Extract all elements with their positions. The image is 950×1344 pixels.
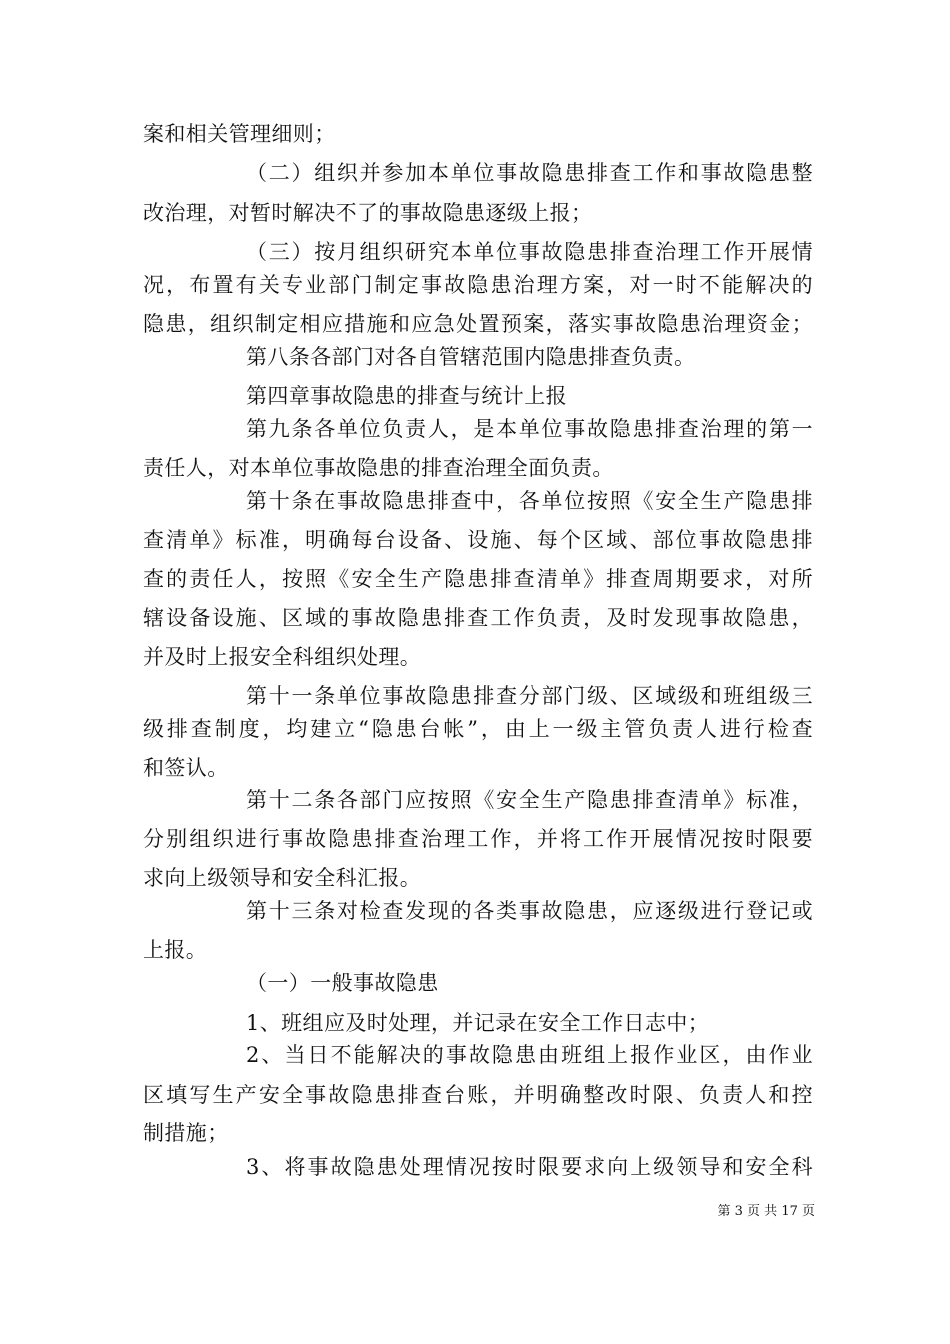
text-line: 第十一条单位事故隐患排查分部门级、区域级和班组级三 <box>246 684 813 708</box>
text-line: （二）组织并参加本单位事故隐患排查工作和事故隐患整 <box>246 161 813 185</box>
text-line: 第十三条对检查发现的各类事故隐患，应逐级进行登记或 <box>246 899 813 923</box>
text-line: 查的责任人，按照《安全生产隐患排查清单》排查周期要求，对所 <box>143 567 813 591</box>
text-line: 第十条在事故隐患排查中，各单位按照《安全生产隐患排 <box>246 489 813 513</box>
text-line: 案和相关管理细则； <box>143 122 336 146</box>
page-number: 第 3 页 共 17 页 <box>717 1204 815 1219</box>
text-line: 级排查制度，均建立“隐患台帐”，由上一级主管负责人进行检查 <box>143 717 813 741</box>
text-line: 改治理，对暂时解决不了的事故隐患逐级上报； <box>143 201 593 225</box>
text-line: 查清单》标准，明确每台设备、设施、每个区域、部位事故隐患排 <box>143 528 813 552</box>
text-line: 辖设备设施、区域的事故隐患排查工作负责，及时发现事故隐患， <box>143 606 813 630</box>
text-line: 3、将事故隐患处理情况按时限要求向上级领导和安全科 <box>246 1155 813 1179</box>
text-line: 第九条各单位负责人，是本单位事故隐患排查治理的第一 <box>246 417 813 441</box>
text-line: 区填写生产安全事故隐患排查台账，并明确整改时限、负责人和控 <box>143 1083 813 1107</box>
subsection-heading: （一）一般事故隐患 <box>246 971 439 995</box>
text-line: 隐患，组织制定相应措施和应急处置预案，落实事故隐患治理资金； <box>143 312 813 336</box>
text-line: 2、当日不能解决的事故隐患由班组上报作业区，由作业 <box>246 1043 813 1067</box>
text-line: （三）按月组织研究本单位事故隐患排查治理工作开展情 <box>246 240 813 264</box>
text-line: 和签认。 <box>143 756 229 780</box>
text-line: 第十二条各部门应按照《安全生产隐患排查清单》标准， <box>246 788 813 812</box>
text-line: 责任人，对本单位事故隐患的排查治理全面负责。 <box>143 456 614 480</box>
text-line: 1、班组应及时处理，并记录在安全工作日志中； <box>246 1011 710 1035</box>
text-line: 上报。 <box>143 938 208 962</box>
text-line: 并及时上报安全科组织处理。 <box>143 645 422 669</box>
text-line: 第八条各部门对各自管辖范围内隐患排查负责。 <box>246 345 696 369</box>
text-line: 求向上级领导和安全科汇报。 <box>143 866 422 890</box>
section-heading: 第四章事故隐患的排查与统计上报 <box>246 384 567 408</box>
text-line: 况，布置有关专业部门制定事故隐患治理方案，对一时不能解决的 <box>143 273 813 297</box>
text-line: 制措施； <box>143 1121 229 1145</box>
text-line: 分别组织进行事故隐患排查治理工作，并将工作开展情况按时限要 <box>143 827 813 851</box>
